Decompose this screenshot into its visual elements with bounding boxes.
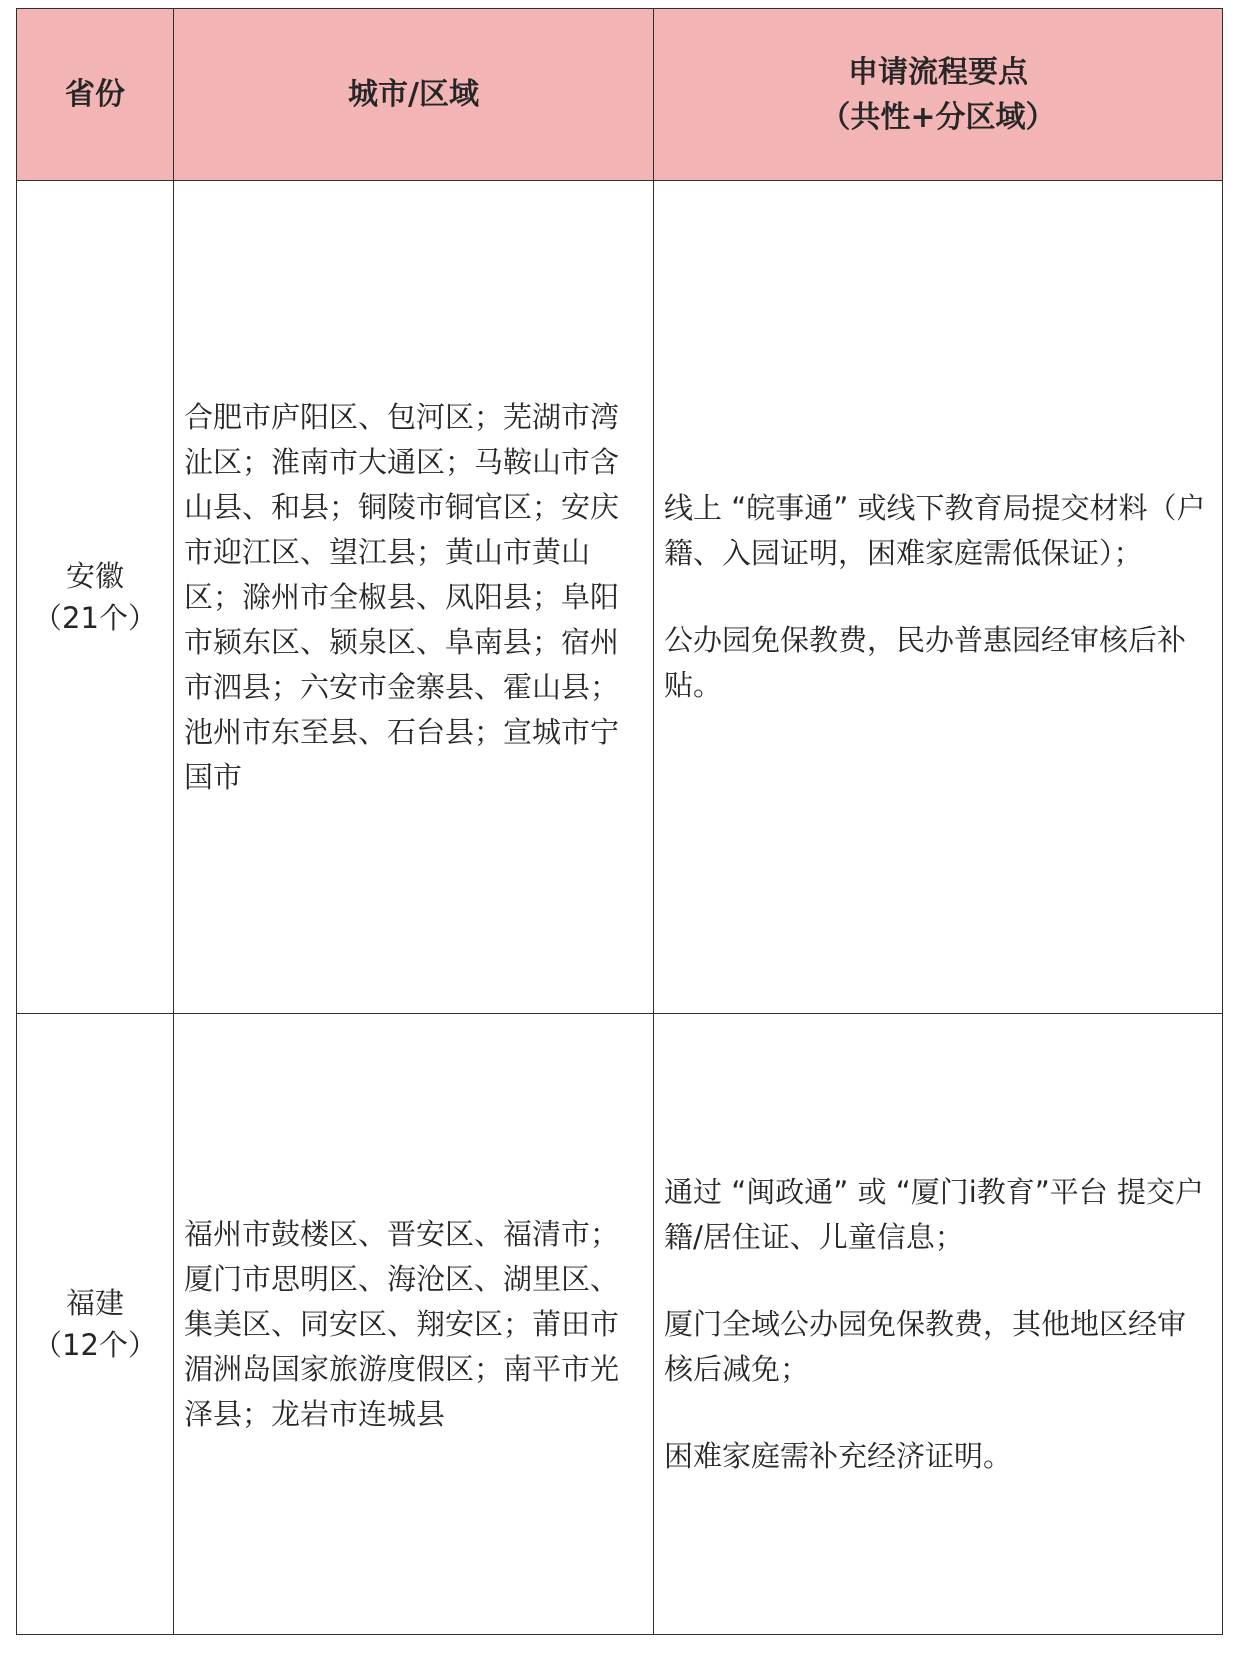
process-text: 厦门全域公办园免保教费，其他地区经审核后减免； <box>664 1306 1187 1386</box>
cities-cell <box>174 1014 654 1635</box>
process-text: 困难家庭需补充经济证明。 <box>664 1438 1013 1473</box>
process-text: 通过 “闽政通” 或 “厦门i教育”平台 提交户籍/居住证、儿童信息； <box>664 1174 1205 1254</box>
process-text: 线上 “皖事通” 或线下教育局提交材料（户籍、入园证明，困难家庭需低保证）； <box>664 491 1206 570</box>
province-cell <box>17 181 174 1014</box>
header-process-label: 申请流程要点 <box>848 54 1028 90</box>
process-text: 公办园免保教费，民办普惠园经审核后补贴。 <box>664 623 1187 702</box>
province-count: （21个） <box>33 601 157 635</box>
table-header-row <box>17 9 1223 181</box>
header-city-region-label: 城市/区域 <box>348 77 479 112</box>
header-process <box>654 9 1223 181</box>
header-province <box>17 9 174 181</box>
province-count: （12个） <box>33 1328 157 1362</box>
header-process-sublabel: （共性+分区域） <box>820 99 1056 135</box>
province-name: 安徽 <box>65 559 124 593</box>
process-cell <box>654 1014 1223 1635</box>
table-row-fujian <box>17 1014 1223 1635</box>
cities-text: 福州市鼓楼区、晋安区、福清市；厦门市思明区、海沧区、湖里区、集美区、同安区、翔安区；莆田市湄洲岛国家旅游度假区；南平市光泽县；龙岩市连城县 <box>184 1216 620 1431</box>
process-cell <box>654 181 1223 1014</box>
province-name: 福建 <box>65 1286 124 1320</box>
province-cell <box>17 1014 174 1635</box>
header-city-region <box>174 9 654 181</box>
header-province-label: 省份 <box>65 77 125 112</box>
cities-cell <box>174 181 654 1014</box>
cities-text: 合肥市庐阳区、包河区；芜湖市湾沚区；淮南市大通区；马鞍山市含山县、和县；铜陵市铜官区；安庆市迎江区、望江县；黄山市黄山区；滁州市全椒县、凤阳县；阜阳市颍东区、颍泉区、阜南县；宿州市泗县；六安市金寨县、霍山县；池州市东至县、石台县；宣城市宁国市 <box>184 399 620 794</box>
policy-table <box>16 8 1223 1635</box>
table-row-anhui <box>17 181 1223 1014</box>
